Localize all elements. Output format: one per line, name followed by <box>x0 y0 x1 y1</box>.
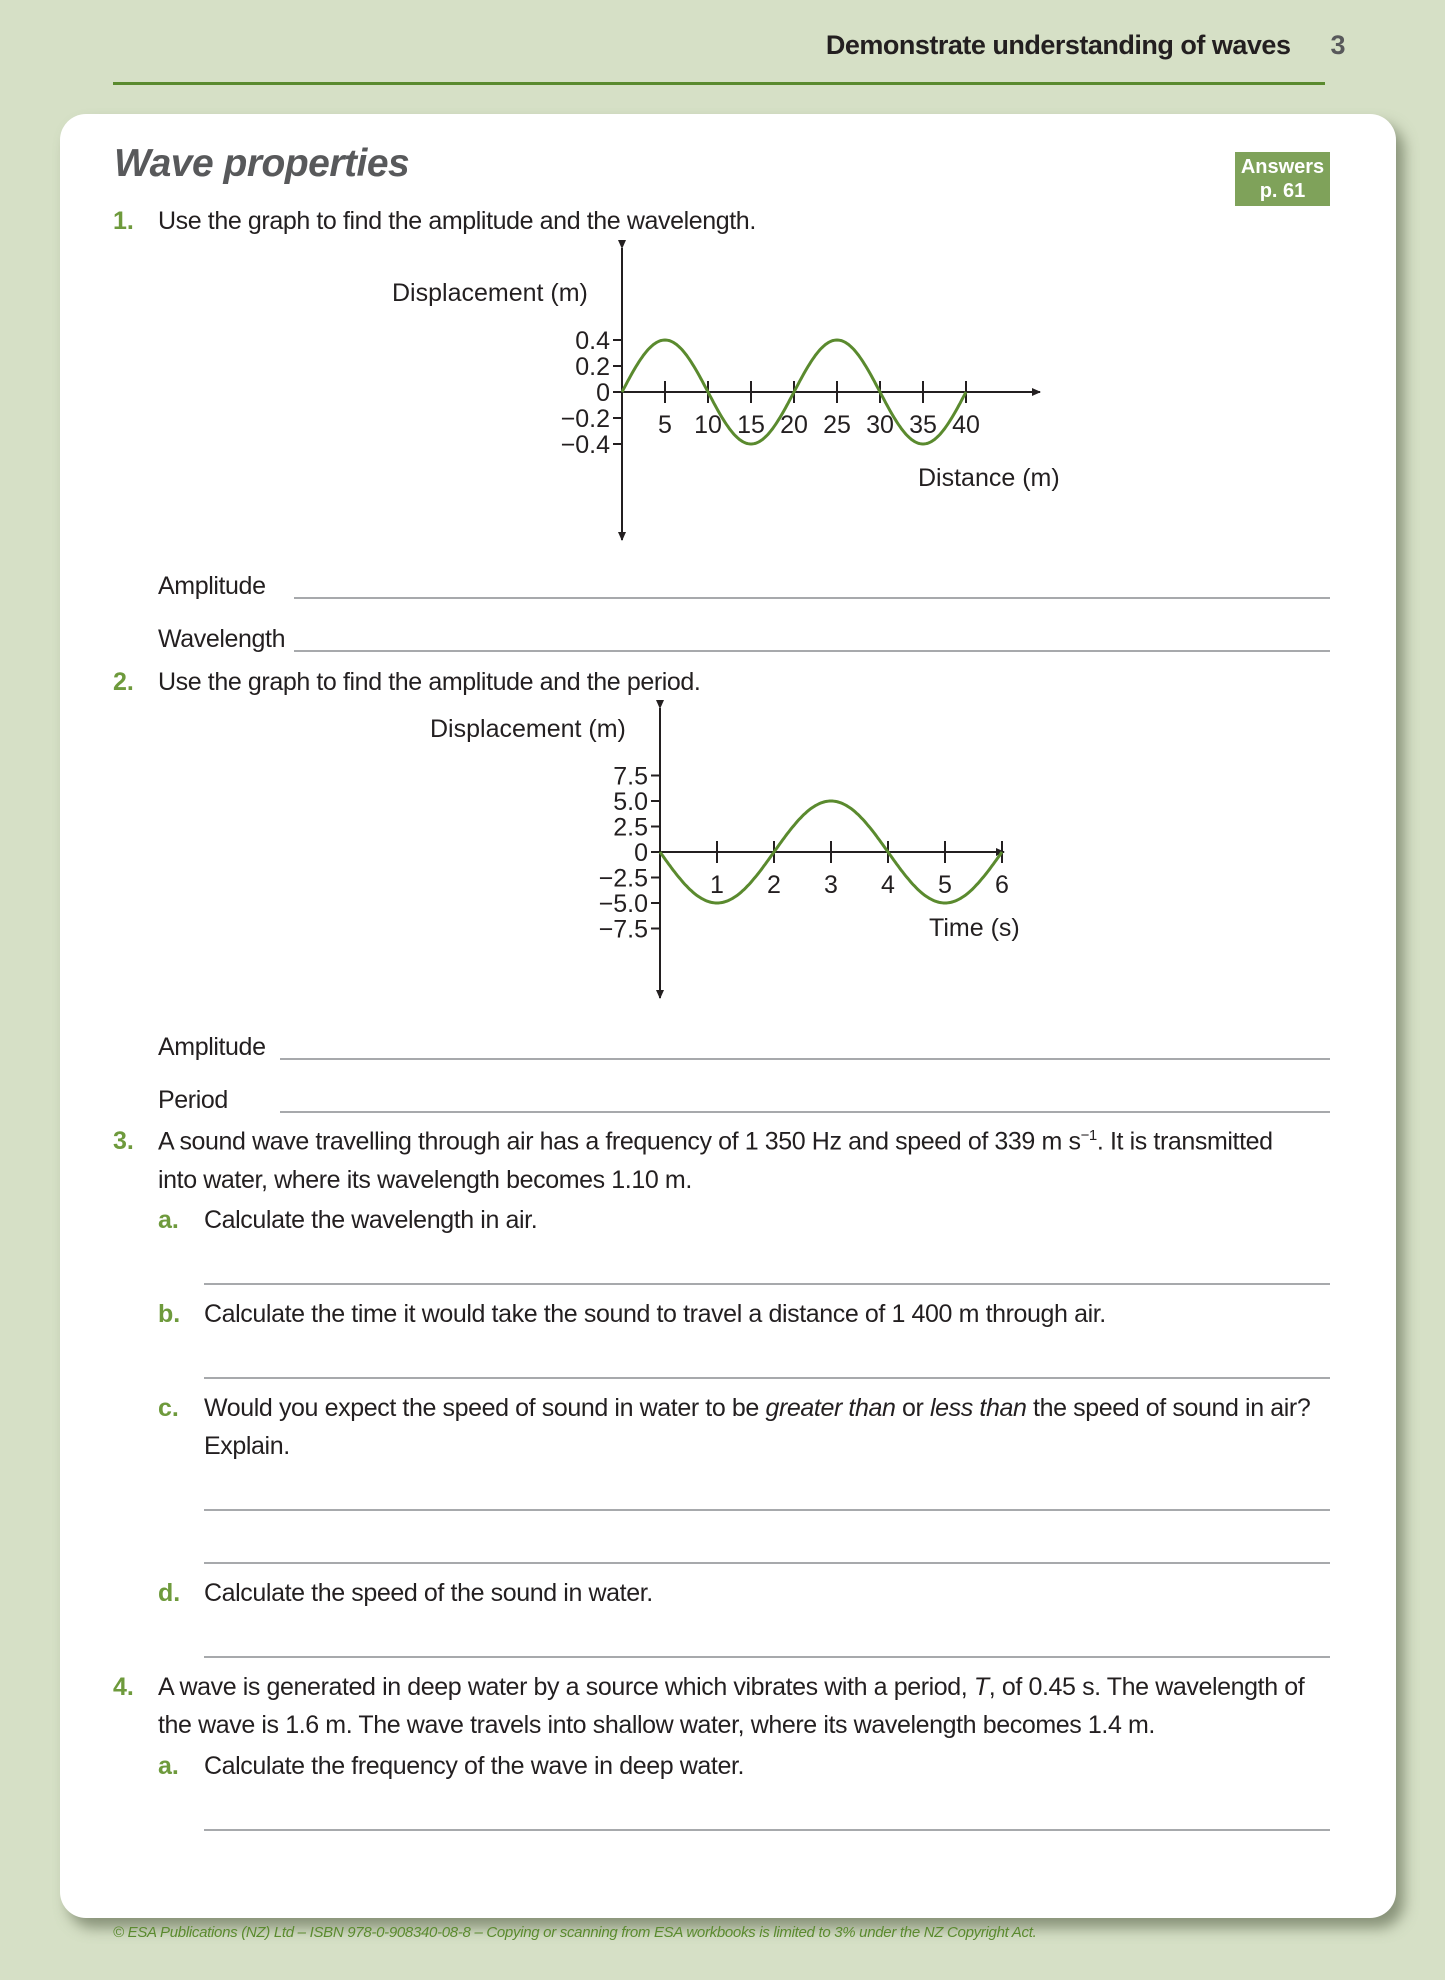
section-title: Wave properties <box>114 142 410 185</box>
x-tick-label: 6 <box>995 871 1009 899</box>
x-tick-label: 1 <box>710 871 724 899</box>
y-tick-label: 2.5 <box>613 813 648 842</box>
q3a-label: a. <box>158 1206 179 1234</box>
chart1-x-axis-label: Distance (m) <box>918 464 1060 492</box>
page-number: 3 <box>1330 30 1345 60</box>
q1-amplitude-label: Amplitude <box>158 572 266 600</box>
q4-text-1: A wave is generated in deep water by a source which vibrates with a period, <box>158 1673 974 1701</box>
y-tick-label: −7.5 <box>598 915 648 944</box>
q4-text-2: , of 0.45 s. The wavelength of <box>988 1673 1305 1701</box>
q3d-label: d. <box>158 1579 181 1607</box>
q1-text: Use the graph to find the amplitude and the wavelength. <box>158 207 756 235</box>
q4a-text: Calculate the frequency of the wave in deep water. <box>204 1752 745 1780</box>
q2-amplitude-answer-line[interactable] <box>280 1058 1330 1060</box>
chart1-y-axis-label: Displacement (m) <box>392 279 588 307</box>
q3c-label: c. <box>158 1394 179 1422</box>
y-tick-label: −5.0 <box>598 890 648 918</box>
q4a-answer-line[interactable] <box>204 1829 1330 1831</box>
q1-wavelength-label: Wavelength <box>158 625 286 653</box>
x-tick-label: 5 <box>658 411 672 439</box>
y-tick-label: 7.5 <box>613 762 648 791</box>
q3-text-line1 <box>158 1127 1273 1156</box>
q3c-text-line2: Explain. <box>204 1432 290 1460</box>
q3a-text: Calculate the wavelength in air. <box>204 1206 538 1234</box>
q3d-answer-line[interactable] <box>204 1656 1330 1658</box>
y-tick-label: 0.2 <box>575 353 610 381</box>
x-tick-label: 20 <box>780 411 808 439</box>
y-tick-label: 0.4 <box>575 327 610 355</box>
q3c-answer-line-2[interactable] <box>204 1562 1330 1564</box>
x-tick-label: 2 <box>767 871 781 899</box>
q3b-label: b. <box>158 1300 181 1328</box>
x-tick-label: 30 <box>866 411 894 439</box>
q3-text-superscript: −1 <box>1080 1127 1097 1144</box>
y-tick-label: −2.5 <box>598 864 648 893</box>
q4-period-symbol: T <box>973 1673 989 1701</box>
x-tick-label: 3 <box>824 871 838 899</box>
y-tick-label: 0 <box>634 839 648 867</box>
q3-text-part2: . It is transmitted <box>1096 1127 1273 1156</box>
q2-number: 2. <box>113 668 134 696</box>
answers-page: p. 61 <box>1259 180 1306 202</box>
q3c-text-line1 <box>204 1394 1310 1423</box>
x-tick-label: 4 <box>881 871 895 899</box>
q3b-text: Calculate the time it would take the sound to travel a distance of 1 400 m through air. <box>204 1300 1106 1328</box>
answers-label: Answers <box>1240 156 1325 178</box>
q3c-italic-greater-than: greater than <box>765 1394 896 1422</box>
q4-text-line2: the wave is 1.6 m. The wave travels into shallow water, where its wavelength becomes 1.4 m. <box>158 1711 1155 1739</box>
q3-number: 3. <box>113 1127 134 1155</box>
q3-text-line2: into water, where its wavelength becomes 1.10 m. <box>158 1166 692 1194</box>
x-tick-label: 25 <box>823 411 851 439</box>
q3b-answer-line[interactable] <box>204 1377 1330 1379</box>
q2-period-answer-line[interactable] <box>280 1111 1330 1113</box>
q3a-answer-line[interactable] <box>204 1283 1330 1285</box>
q2-text: Use the graph to find the amplitude and the period. <box>158 668 701 696</box>
q4-number: 4. <box>113 1673 134 1701</box>
q3c-text-3: the speed of sound in air? <box>1026 1394 1311 1422</box>
copyright-footer: © ESA Publications (NZ) Ltd – ISBN 978-0-908340-08-8 – Copying or scanning from ESA workbooks is limited to 3% under the NZ Copyright Act. <box>113 1924 1037 1941</box>
q3c-text-1: Would you expect the speed of sound in water to be <box>204 1394 766 1422</box>
x-tick-label: 15 <box>737 411 765 439</box>
x-tick-label: 40 <box>952 411 980 439</box>
q3c-text-2: or <box>895 1394 931 1422</box>
chart2-y-axis-label: Displacement (m) <box>430 715 626 743</box>
q3-text-part1: A sound wave travelling through air has a frequency of 1 350 Hz and speed of 339 m s <box>158 1127 1081 1156</box>
q4a-label: a. <box>158 1752 179 1780</box>
q2-period-label: Period <box>158 1086 228 1114</box>
running-title: Demonstrate understanding of waves <box>825 30 1291 60</box>
q3c-answer-line-1[interactable] <box>204 1509 1330 1511</box>
q2-amplitude-label: Amplitude <box>158 1033 266 1061</box>
q3d-text: Calculate the speed of the sound in water. <box>204 1579 653 1607</box>
x-tick-label: 35 <box>909 411 937 439</box>
x-tick-label: 10 <box>694 411 722 439</box>
y-tick-label: −0.4 <box>560 431 610 459</box>
q4-text-line1 <box>158 1673 1304 1702</box>
q3c-italic-less-than: less than <box>930 1394 1027 1422</box>
y-tick-label: 5.0 <box>613 788 648 816</box>
y-tick-label: −0.2 <box>560 405 610 433</box>
x-tick-label: 5 <box>938 871 952 899</box>
y-tick-label: 0 <box>596 379 610 407</box>
chart2-x-axis-label: Time (s) <box>929 914 1020 942</box>
q1-number: 1. <box>113 207 134 235</box>
